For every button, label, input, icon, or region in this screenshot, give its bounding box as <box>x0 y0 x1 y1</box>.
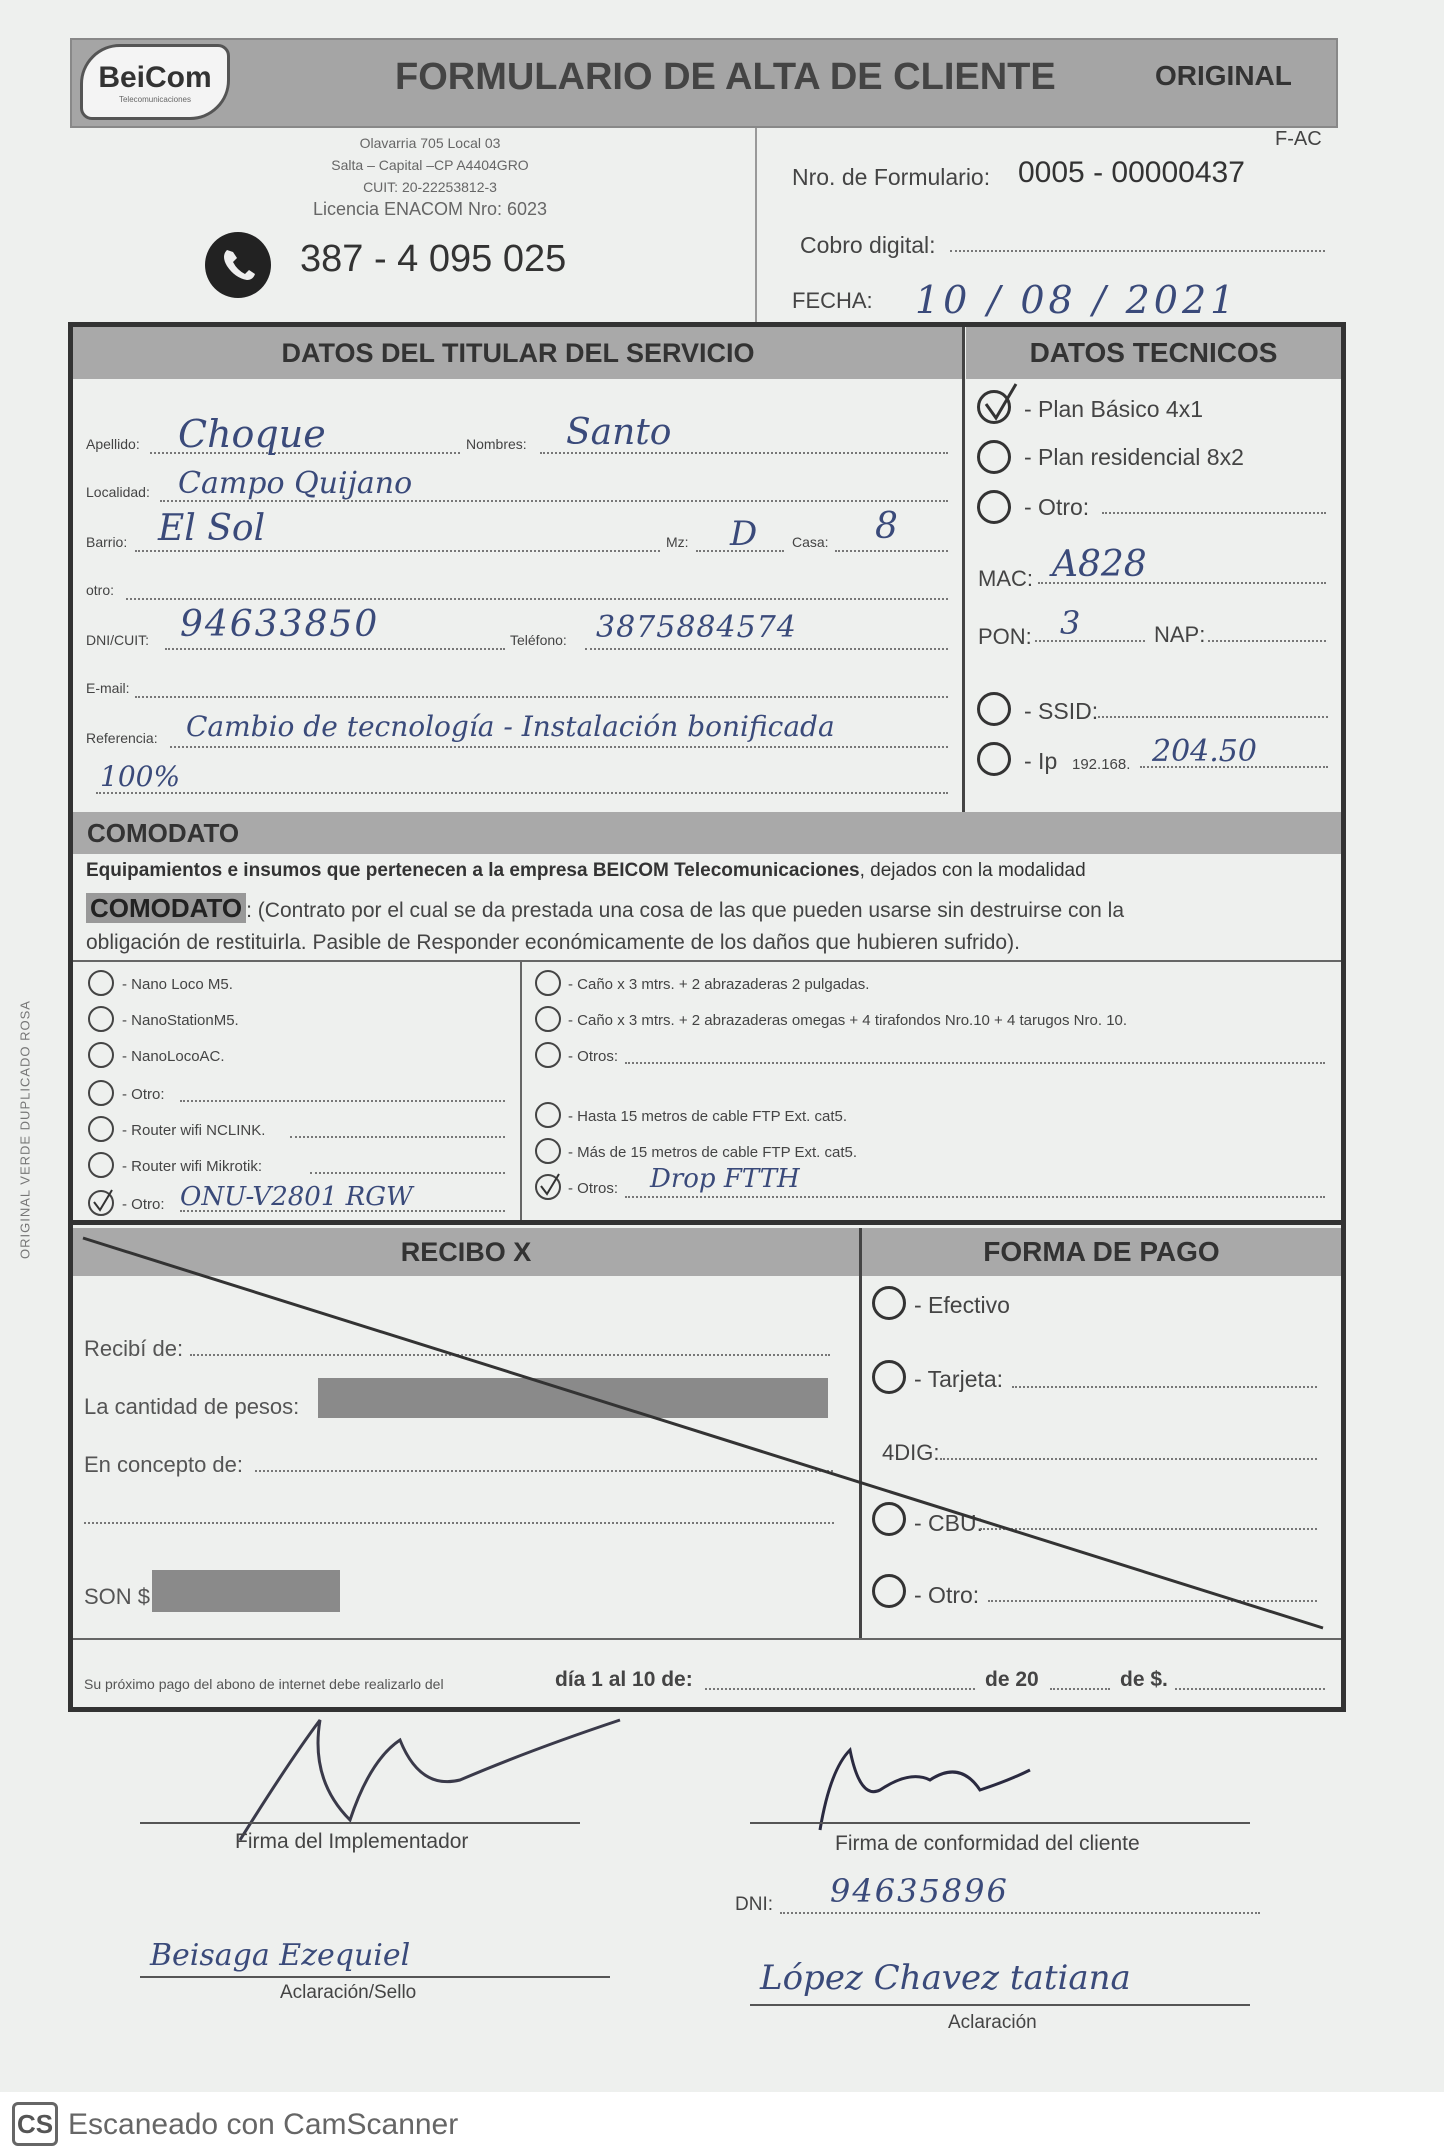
proximo-de20: de 20 <box>985 1668 1039 1691</box>
left-item-6: - Router wifi Mikrotik: <box>122 1158 263 1175</box>
router-mikrotik-line <box>310 1172 505 1174</box>
dni-label: DNI/CUIT: <box>86 632 149 648</box>
camscanner-badge: CS <box>12 2102 58 2146</box>
casa-line <box>835 550 948 552</box>
proximo-monto-line <box>1175 1688 1325 1690</box>
ip-label: - Ip <box>1024 748 1058 774</box>
camscanner-text: Escaneado con CamScanner <box>68 2108 459 2141</box>
logo-text: BeiCom <box>98 61 212 94</box>
right-item-6: - Otros: <box>568 1180 619 1197</box>
check-mark-icon <box>539 1172 561 1198</box>
comodato-def2: obligación de restituirla. Pasible de Responder económicamente de los daños que hubieren sufrido). <box>86 931 1020 954</box>
cano-omegas-checkbox[interactable] <box>535 1006 561 1032</box>
implementador-name-line <box>140 1976 610 1978</box>
comodato-header: COMODATO <box>73 812 1341 854</box>
comodato-divider-h <box>73 960 1341 962</box>
right-otros-line <box>625 1062 1325 1064</box>
ssid-label: - SSID: <box>1024 698 1099 724</box>
plan-residencial-radio[interactable] <box>977 440 1011 474</box>
apellido-label: Apellido: <box>86 436 140 452</box>
logo-subtitle: Telecomunicaciones <box>118 95 192 104</box>
right-otros2-value[interactable]: Drop FTTH <box>650 1164 800 1194</box>
tarjeta-label: - Tarjeta: <box>914 1366 1004 1392</box>
cliente-label: Firma de conformidad del cliente <box>835 1832 1140 1855</box>
company-address2: Salta – Capital –CP A4404GRO <box>331 157 529 173</box>
email-line <box>135 696 948 698</box>
otro-label: otro: <box>86 582 115 598</box>
son-label: SON $ <box>84 1584 151 1609</box>
copy-label: ORIGINAL <box>1155 60 1292 91</box>
localidad-value[interactable]: Campo Quijano <box>178 466 413 501</box>
referencia-line <box>170 746 948 748</box>
proximo-pago-bold: día 1 al 10 de: <box>555 1668 693 1691</box>
pon-value[interactable]: 3 <box>1060 604 1081 642</box>
titular-divider <box>962 327 965 812</box>
implementador-line <box>140 1822 580 1824</box>
pago-otro-label: - Otro: <box>914 1582 980 1608</box>
referencia-value-2[interactable]: 100% <box>100 760 181 793</box>
dni-line <box>165 648 505 650</box>
nano-loco-m5-checkbox[interactable] <box>88 970 114 996</box>
efectivo-label: - Efectivo <box>914 1292 1010 1318</box>
implementador-name[interactable]: Beisaga Ezequiel <box>150 1938 411 1973</box>
plan-residencial-label: - Plan residencial 8x2 <box>1024 444 1244 470</box>
company-info <box>220 132 640 220</box>
router-mikrotik-checkbox[interactable] <box>88 1152 114 1178</box>
cliente-line <box>750 1822 1250 1824</box>
concepto-label: En concepto de: <box>84 1452 244 1477</box>
plan-otro-line <box>1102 512 1326 514</box>
right-item-1: - Caño x 3 mtrs. + 2 abrazaderas 2 pulgadas. <box>568 976 870 993</box>
proximo-des: de $. <box>1120 1668 1168 1691</box>
router-nclink-checkbox[interactable] <box>88 1116 114 1142</box>
referencia-value[interactable]: Cambio de tecnología - Instalación bonificada <box>186 710 835 743</box>
ssid-radio[interactable] <box>977 692 1011 726</box>
left-otro2-value[interactable]: ONU-V2801 RGW <box>180 1182 413 1212</box>
nanostation-m5-checkbox[interactable] <box>88 1006 114 1032</box>
left-otro-line <box>180 1100 505 1102</box>
company-phone: 387 - 4 095 025 <box>300 238 567 280</box>
telefono-label: Teléfono: <box>510 632 567 648</box>
telefono-line <box>585 648 948 650</box>
dig-label: 4DIG: <box>882 1440 940 1465</box>
proximo-anio-line <box>1050 1688 1110 1690</box>
otro-line <box>126 598 948 600</box>
comodato-definition <box>86 892 1124 959</box>
pago-header: FORMA DE PAGO <box>862 1228 1341 1276</box>
form-number: 0005 - 00000437 <box>1018 156 1245 189</box>
localidad-label: Localidad: <box>86 484 150 500</box>
apellido-value[interactable]: Choque <box>178 412 326 456</box>
nap-label: NAP: <box>1154 622 1206 647</box>
implementador-label: Firma del Implementador <box>235 1830 469 1853</box>
firma-dni-label: DNI: <box>735 1894 773 1915</box>
right-item-5: - Más de 15 metros de cable FTP Ext. cat5. <box>568 1144 858 1161</box>
recibo-top-border <box>68 1220 1346 1225</box>
right-item-2: - Caño x 3 mtrs. + 2 abrazaderas omegas + 4 tirafondos Nro.10 + 4 tarugos Nro. 10. <box>568 1012 1128 1029</box>
check-mark-icon <box>92 1188 114 1214</box>
comodato-def1: : (Contrato por el cual se da prestada una cosa de las que pueden usarse sin destruirse con la <box>246 899 1125 922</box>
referencia-label: Referencia: <box>86 730 158 746</box>
plan-otro-radio[interactable] <box>977 490 1011 524</box>
firma-dni-line <box>780 1912 1260 1914</box>
dni-value[interactable]: 94633850 <box>180 604 380 645</box>
right-item-3: - Otros: <box>568 1048 619 1065</box>
ip-value[interactable]: 204.50 <box>1152 734 1257 769</box>
implementador-signature <box>200 1700 650 1850</box>
cliente-name-line <box>750 2004 1250 2006</box>
comodato-term: COMODATO <box>86 893 246 923</box>
comodato-desc-bold: Equipamientos e insumos que pertenecen a la empresa BEICOM Telecomunicaciones <box>86 860 860 881</box>
whatsapp-icon <box>205 232 271 298</box>
router-nclink-line <box>290 1136 505 1138</box>
header-divider <box>755 128 757 328</box>
firma-dni-value[interactable]: 94635896 <box>830 1872 1009 1910</box>
nanoloco-ac-checkbox[interactable] <box>88 1042 114 1068</box>
cantidad-label: La cantidad de pesos: <box>84 1394 300 1419</box>
referencia-line-2 <box>96 792 948 794</box>
left-otro-checkbox[interactable] <box>88 1080 114 1106</box>
mac-value[interactable]: A828 <box>1052 544 1147 585</box>
form-title: FORMULARIO DE ALTA DE CLIENTE <box>395 56 1056 98</box>
barrio-label: Barrio: <box>86 534 128 550</box>
telefono-value[interactable]: 3875884574 <box>596 610 797 645</box>
side-copy-text: ORIGINAL VERDE DUPLICADO ROSA <box>17 1000 33 1259</box>
left-item-7: - Otro: <box>122 1196 165 1213</box>
left-item-2: - NanoStationM5. <box>122 1012 239 1029</box>
pon-line <box>1035 640 1145 642</box>
right-otros-checkbox[interactable] <box>535 1042 561 1068</box>
plan-basico-label: - Plan Básico 4x1 <box>1024 396 1203 422</box>
ip-radio[interactable] <box>977 742 1011 776</box>
void-strike-line <box>73 1228 1341 1638</box>
tecnicos-header: DATOS TECNICOS <box>966 327 1341 379</box>
mz-value[interactable]: D <box>730 514 758 554</box>
proximo-pago-row <box>73 1638 1341 1640</box>
form-number-label: Nro. de Formulario: <box>792 164 991 190</box>
mz-label: Mz: <box>666 534 689 550</box>
proximo-mes-line <box>705 1688 975 1690</box>
comodato-desc-rest: , dejados con la modalidad <box>859 860 1086 881</box>
casa-label: Casa: <box>792 534 829 550</box>
nap-line <box>1208 640 1326 642</box>
barrio-value[interactable]: El Sol <box>158 508 266 549</box>
mac-label: MAC: <box>978 566 1033 591</box>
comodato-divider-v <box>520 962 522 1220</box>
fecha-value: 10 / 08 / 2021 <box>915 278 1239 322</box>
form-code: F-AC <box>1275 128 1322 150</box>
left-item-4: - Otro: <box>122 1086 165 1103</box>
titular-header: DATOS DEL TITULAR DEL SERVICIO <box>73 327 963 379</box>
nombres-value[interactable]: Santo <box>566 412 672 453</box>
left-item-5: - Router wifi NCLINK. <box>122 1122 266 1139</box>
recibo-header: RECIBO X <box>73 1228 859 1276</box>
proximo-pago-small: Su próximo pago del abono de internet debe realizarlo del <box>84 1676 444 1692</box>
cano-2pulg-checkbox[interactable] <box>535 970 561 996</box>
comodato-description <box>86 860 1086 882</box>
plan-otro-label: - Otro: <box>1024 494 1090 520</box>
company-license: Licencia ENACOM Nro: 6023 <box>312 199 548 219</box>
fecha-label: FECHA: <box>792 288 873 313</box>
check-mark-icon <box>982 380 1022 424</box>
company-address1: Olavarria 705 Local 03 <box>359 135 501 151</box>
left-item-3: - NanoLocoAC. <box>122 1048 225 1065</box>
logo <box>80 44 230 120</box>
right-otros2-line <box>625 1196 1325 1198</box>
aclaracion-sello-label: Aclaración/Sello <box>280 1982 417 2003</box>
email-label: E-mail: <box>86 680 130 696</box>
aclaracion-label: Aclaración <box>948 2012 1037 2033</box>
cliente-name[interactable]: López Chavez tatiana <box>760 1958 1131 1998</box>
nombres-label: Nombres: <box>466 436 527 452</box>
pon-label: PON: <box>978 624 1032 649</box>
cbu-label: - CBU: <box>914 1510 983 1536</box>
ip-prefix: 192.168. <box>1072 756 1131 773</box>
cobro-digital-label: Cobro digital: <box>800 232 936 258</box>
barrio-line <box>135 550 660 552</box>
left-item-1: - Nano Loco M5. <box>122 976 233 993</box>
cable-mas15-checkbox[interactable] <box>535 1138 561 1164</box>
company-cuit: CUIT: 20-22253812-3 <box>363 179 497 195</box>
cable-15-checkbox[interactable] <box>535 1102 561 1128</box>
recibi-label: Recibí de: <box>84 1336 184 1361</box>
ssid-line <box>1098 716 1328 718</box>
right-item-4: - Hasta 15 metros de cable FTP Ext. cat5. <box>568 1108 848 1125</box>
casa-value[interactable]: 8 <box>875 506 898 547</box>
cobro-digital-line <box>950 250 1325 252</box>
